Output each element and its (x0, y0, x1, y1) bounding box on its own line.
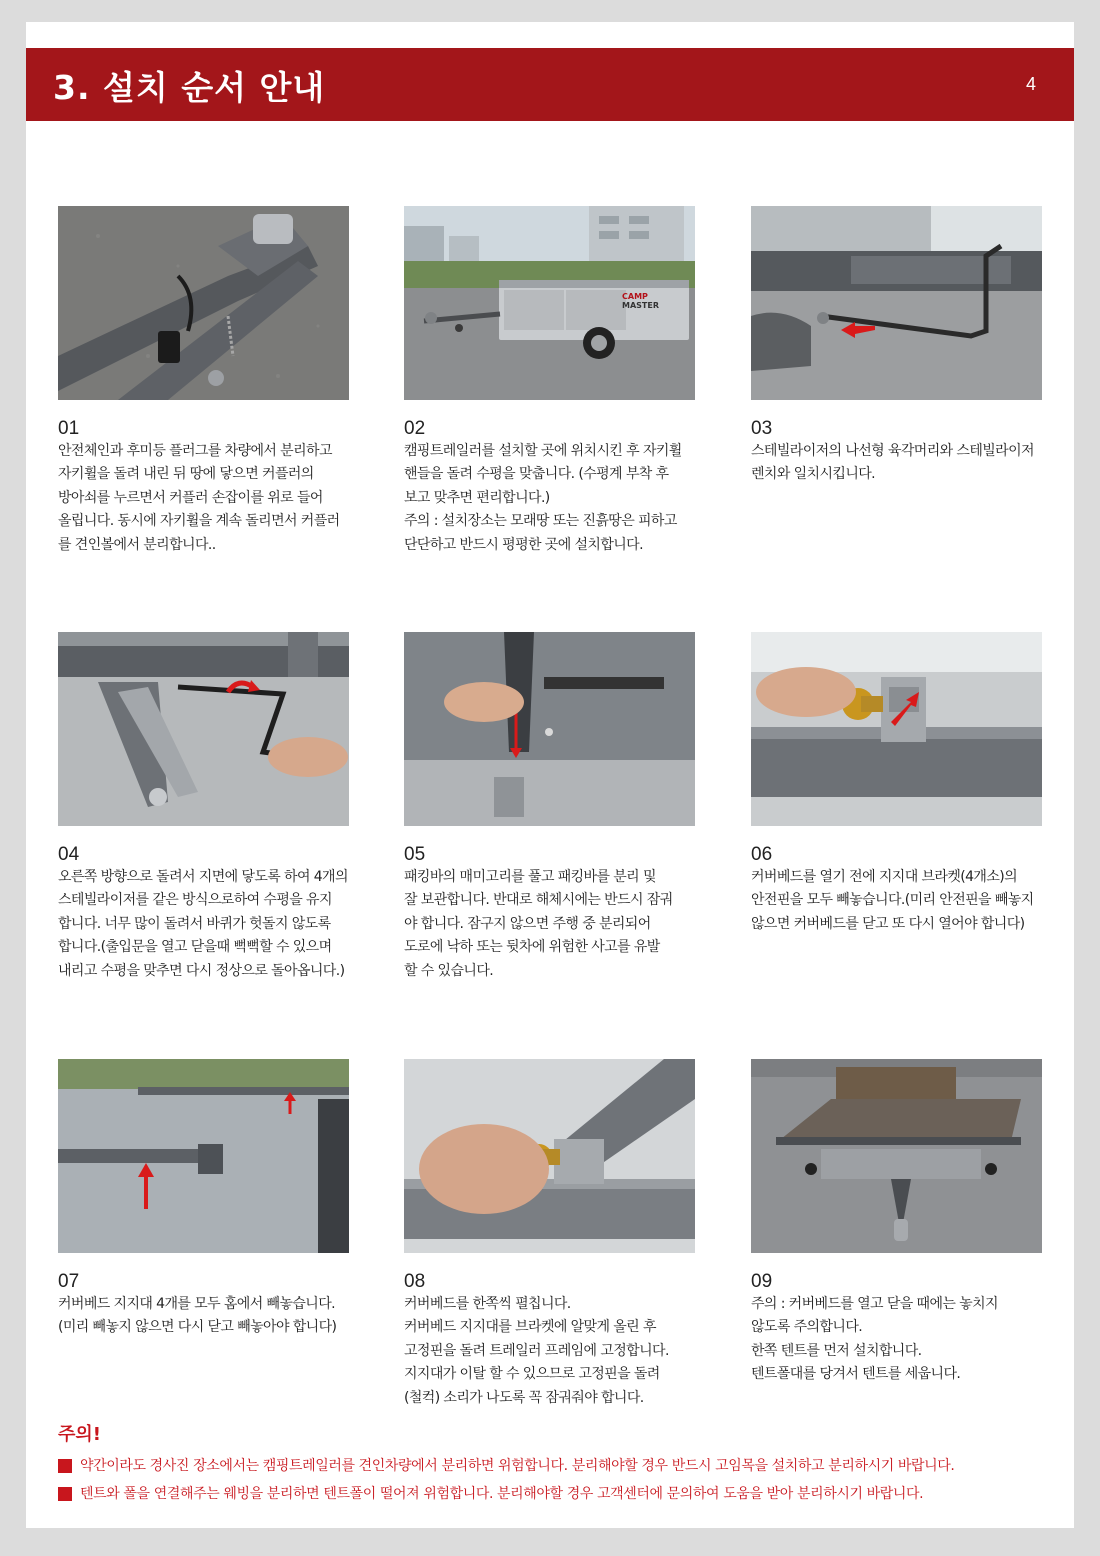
support-remove-photo (58, 1059, 349, 1253)
packing-bar-photo (404, 632, 695, 826)
step-line: 커버베드를 열기 전에 지지대 브라켓(4개소)의 (751, 869, 1018, 885)
step-line: 핸들을 돌려 수평을 맞춥니다. (수평계 부착 후 (404, 466, 669, 483)
step-description (58, 1293, 354, 1340)
step-02-photo (404, 206, 695, 400)
step-number: 02 (404, 418, 426, 439)
step-line: 렌치와 일치시킵니다. (751, 466, 876, 483)
step-number: 03 (751, 418, 773, 439)
step-line: 잘 보관합니다. 반대로 해체시에는 반드시 잠궈 (404, 892, 673, 909)
step-number: 09 (751, 1271, 773, 1292)
camp-master-logo-2: MASTER (622, 301, 659, 310)
section-title: 3. 설치 순서 안내 (53, 68, 326, 107)
step-line: 를 견인볼에서 분리합니다.. (58, 536, 216, 553)
caution-section (58, 1420, 1058, 1508)
step-description (751, 866, 1047, 936)
step-number: 08 (404, 1271, 426, 1292)
step-line: 고정핀을 돌려 트레일러 프레임에 고정합니다. (404, 1342, 669, 1359)
step-line: 내리고 수평을 맞추면 다시 정상으로 돌아옵니다.) (58, 962, 345, 979)
camp-master-logo: CAMP (622, 292, 648, 301)
step-line: 않도록 주의합니다. (751, 1319, 863, 1336)
step-line: 야 합니다. 잠구지 않으면 주행 중 분리되어 (404, 915, 651, 932)
step-line: 자키휠을 돌려 내린 뒤 땅에 닿으면 커플러의 (58, 466, 314, 483)
step-description (751, 440, 1047, 487)
trailer-photo (404, 206, 695, 400)
safety-pin-photo (751, 632, 1042, 826)
step-line: (철컥) 소리가 나도록 꼭 잠궈줘야 합니다. (404, 1389, 644, 1406)
step-06-photo (751, 632, 1042, 826)
step-07-photo (58, 1059, 349, 1253)
step-line: 올립니다. 동시에 자키휠을 계속 돌리면서 커플러 (58, 513, 340, 530)
step-line: 안전핀을 모두 빼놓습니다.(미리 안전핀을 빼놓지 (751, 892, 1034, 909)
step-04-photo (58, 632, 349, 826)
step-number: 04 (58, 844, 80, 865)
open-bed-photo (751, 1059, 1042, 1253)
step-number: 05 (404, 844, 426, 865)
step-05-photo (404, 632, 695, 826)
step-line: 할 수 있습니다. (404, 962, 494, 979)
caution-title: 주의! (58, 1424, 101, 1445)
caution-text: 약간이라도 경사진 장소에서는 캠핑트레일러를 견인차량에서 분리하면 위험합니다. 분리해야할 경우 반드시 고임목을 설치하고 분리하시기 바랍니다. (80, 1458, 955, 1474)
step-09-photo (751, 1059, 1042, 1253)
square-bullet-icon (58, 1487, 72, 1501)
caution-item (58, 1480, 1058, 1508)
step-description (58, 440, 354, 557)
step-line: 안전체인과 후미등 플러그를 차량에서 분리하고 (58, 443, 332, 459)
step-line: 보고 맞추면 편리합니다.) (404, 489, 550, 506)
step-line: (미리 빼놓지 않으면 다시 닫고 빼놓아야 합니다) (58, 1319, 337, 1336)
step-line: 합니다. 너무 많이 돌려서 바퀴가 헛돌지 않도록 (58, 915, 331, 932)
step-03-photo (751, 206, 1042, 400)
step-line: 않으면 커버베드를 닫고 또 다시 열어야 합니다) (751, 915, 1025, 932)
step-description (404, 440, 700, 557)
step-line: 패킹바의 매미고리를 풀고 패킹바를 분리 및 (404, 869, 656, 885)
coupler-photo (58, 206, 349, 400)
step-line: 방아쇠를 누르면서 커플러 손잡이를 위로 들어 (58, 489, 323, 506)
step-line: 커버베드를 한쪽씩 펼칩니다. (404, 1296, 571, 1312)
step-line: 스테빌라이저의 나선형 육각머리와 스테빌라이저 (751, 443, 1034, 459)
step-description (58, 866, 354, 983)
step-line: 캠핑트레일러를 설치할 곳에 위치시킨 후 자키휠 (404, 443, 682, 459)
fixing-pin-photo (404, 1059, 695, 1253)
step-line: 커버베드 지지대를 브라켓에 알맞게 올린 후 (404, 1319, 656, 1336)
caution-item (58, 1452, 1058, 1480)
step-description (751, 1293, 1047, 1387)
square-bullet-icon (58, 1459, 72, 1473)
step-description (404, 866, 700, 983)
step-line: 한쪽 텐트를 먼저 설치합니다. (751, 1342, 922, 1359)
step-08-photo (404, 1059, 695, 1253)
step-line: 커버베드 지지대 4개를 모두 홈에서 빼놓습니다. (58, 1296, 335, 1312)
caution-text: 텐트와 폴을 연결해주는 웨빙을 분리하면 텐트폴이 떨어져 위험합니다. 분리해야할 경우 고객센터에 문의하여 도움을 받아 분리하시기 바랍니다. (80, 1486, 924, 1502)
step-line: 합니다.(출입문을 열고 닫을때 뻑뻑할 수 있으며 (58, 939, 332, 956)
step-line: 텐트폴대를 당겨서 텐트를 세웁니다. (751, 1366, 961, 1383)
step-number: 07 (58, 1271, 80, 1292)
stabilizer-photo (751, 206, 1042, 400)
wrench-turn-photo (58, 632, 349, 826)
step-number: 06 (751, 844, 773, 865)
step-line: 오른쪽 방향으로 돌려서 지면에 닿도록 하여 4개의 (58, 869, 348, 885)
step-number: 01 (58, 418, 80, 439)
step-description (404, 1293, 700, 1410)
step-line: 단단하고 반드시 평평한 곳에 설치합니다. (404, 536, 643, 553)
step-line: 스테빌라이저를 같은 방식으로하여 수평을 유지 (58, 892, 332, 909)
manual-page (26, 22, 1074, 1528)
step-line: 주의 : 설치장소는 모래땅 또는 진흙땅은 피하고 (404, 513, 677, 530)
section-header (26, 48, 1074, 121)
step-01-photo (58, 206, 349, 400)
step-line: 도로에 낙하 또는 뒷차에 위험한 사고를 유발 (404, 939, 660, 956)
step-line: 주의 : 커버베드를 열고 닫을 때에는 놓치지 (751, 1296, 998, 1312)
step-line: 지지대가 이탈 할 수 있으므로 고정핀을 돌려 (404, 1366, 660, 1383)
page-number: 4 (1025, 74, 1036, 94)
